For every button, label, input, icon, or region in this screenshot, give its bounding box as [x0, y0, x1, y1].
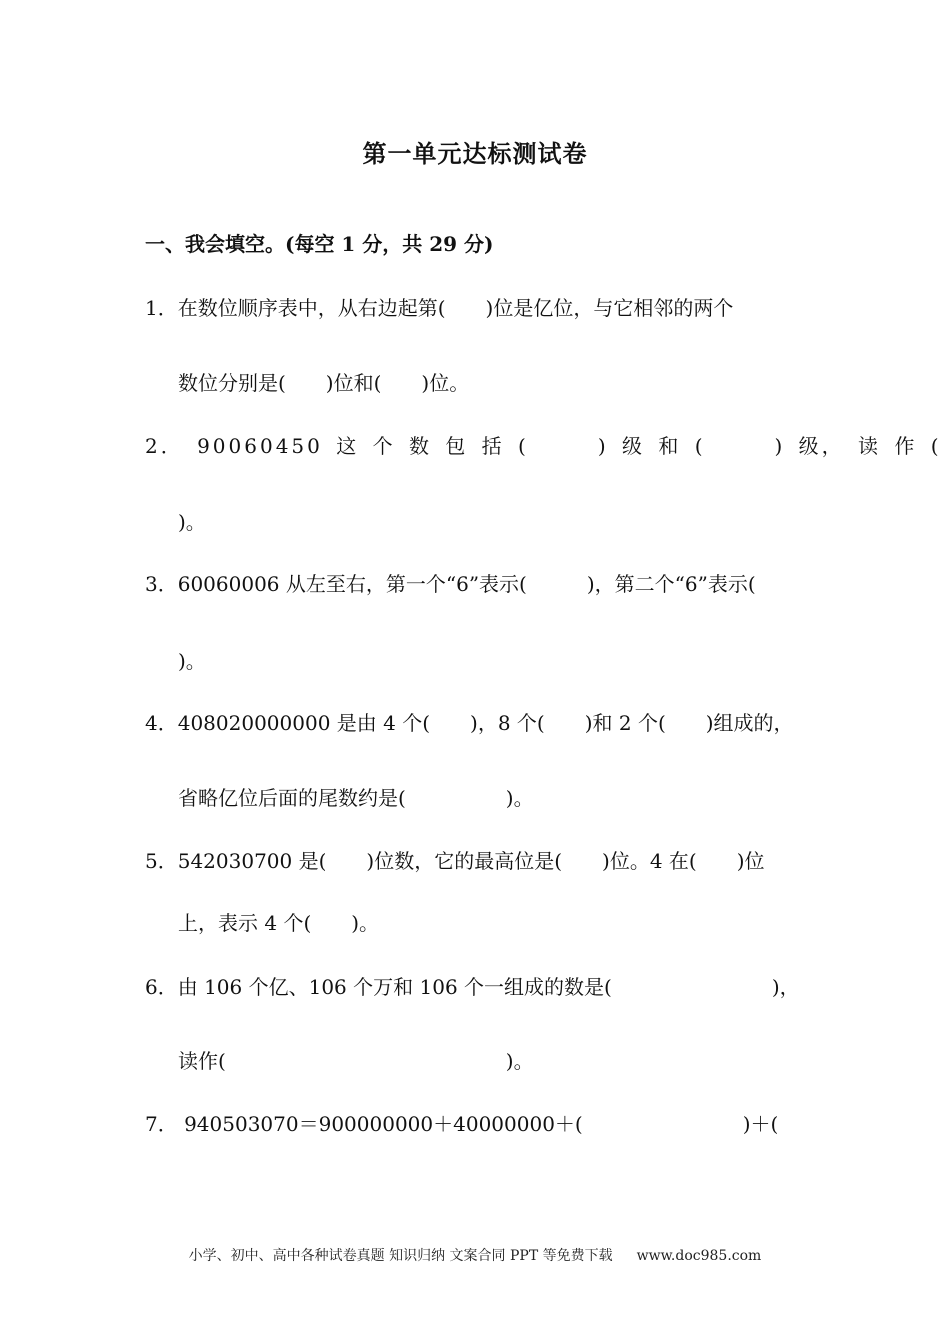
- question-6-line-2: 读作( )。: [178, 1049, 534, 1073]
- question-1-line-1: 1．在数位顺序表中，从右边起第( )位是亿位，与它相邻的两个: [145, 296, 734, 320]
- question-4-line-2: 省略亿位后面的尾数约是( )。: [178, 786, 534, 810]
- question-3-line-2: )。: [178, 649, 206, 673]
- question-5-line-2: 上，表示 4 个( )。: [178, 911, 380, 935]
- section-heading: 一、我会填空。(每空 1 分，共 29 分): [145, 232, 494, 256]
- question-1-line-2: 数位分别是( )位和( )位。: [178, 371, 470, 395]
- question-4-line-1: 4．408020000000 是由 4 个( )，8 个( )和 2 个( )组成的，: [145, 711, 794, 735]
- question-7-line-1: 7． 940503070＝900000000＋40000000＋( )＋(: [145, 1112, 779, 1136]
- question-2-line-2: )。: [178, 510, 206, 534]
- question-2-line-1: 2． 90060450 这 个 数 包 括 ( ) 级 和 ( ) 级， 读 作 (: [145, 434, 942, 458]
- page-footer: [0, 1245, 950, 1265]
- question-6-line-1: 6．由 106 个亿、106 个万和 106 个一组成的数是( )，: [145, 975, 800, 999]
- question-5-line-1: 5．542030700 是( )位数，它的最高位是( )位。4 在( )位: [145, 849, 765, 873]
- footer-text: 小学、初中、高中各种试卷真题 知识归纳 文案合同 PPT 等免费下载: [188, 1248, 613, 1264]
- question-3-line-1: 3．60060006 从左至右，第一个“6”表示( )，第二个“6”表示(: [145, 572, 756, 596]
- page-title: 第一单元达标测试卷: [362, 139, 588, 168]
- footer-url[interactable]: www.doc985.com: [636, 1248, 762, 1264]
